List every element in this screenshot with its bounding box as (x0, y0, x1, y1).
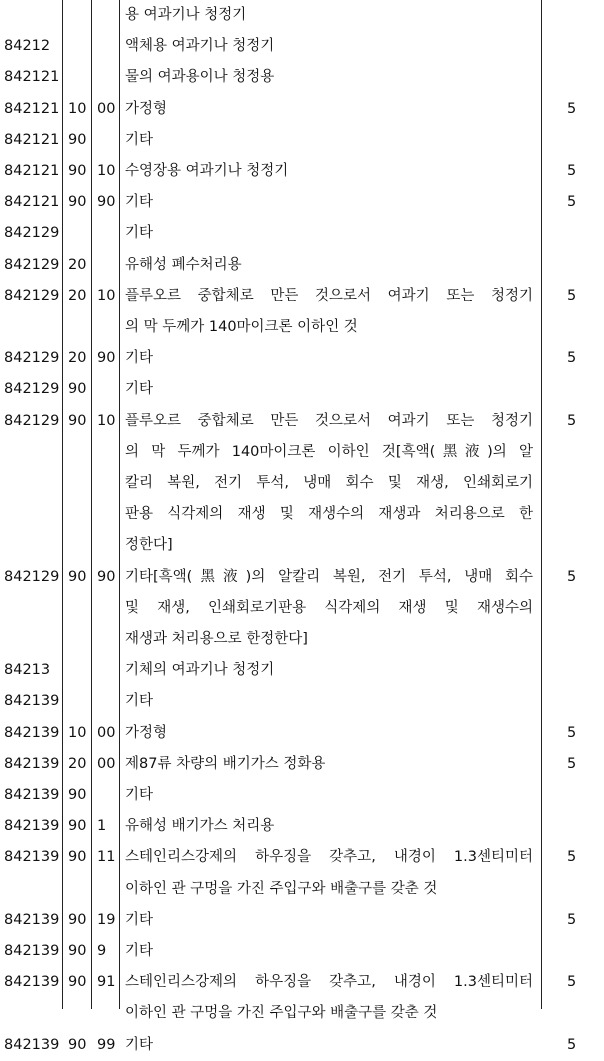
tariff-rate: 5 (567, 755, 577, 772)
description-line: 유해성 배기가스 처리용 (125, 818, 275, 835)
hs-code: 842121 (4, 163, 60, 179)
sub-code-2: 19 (97, 911, 116, 928)
description-line: 스테인리스강제의 하우징을 갖추고, 내경이 1.3센티미터 (125, 849, 533, 866)
table-row (0, 187, 604, 218)
sub-code-2: 90 (97, 568, 116, 585)
hs-code: 84212 (4, 38, 51, 55)
hs-code: 842121 (4, 100, 60, 117)
description-line: 물의 여과용이나 청정용 (125, 69, 275, 86)
table-row (0, 718, 604, 749)
description-line: 기타 (125, 131, 154, 148)
tariff-rate: 5 (567, 287, 577, 304)
hs-code: 842139 (4, 911, 60, 928)
table-row (0, 374, 604, 405)
sub-code-1: 20 (68, 350, 87, 367)
description-line: 재생과 처리용으로 한정한다] (125, 630, 308, 647)
hs-code: 842139 (4, 755, 60, 772)
hs-code: 842121 (4, 131, 60, 148)
sub-code-1: 90 (68, 568, 87, 585)
sub-code-1: 90 (68, 381, 87, 398)
hs-code: 842129 (4, 381, 60, 398)
table-row (0, 406, 604, 562)
description-line: 의 막 두께가 140마이크론 이하인 것[흑액(黑液)의 알 (125, 443, 533, 460)
sub-code-2: 1 (97, 818, 107, 835)
table-row (0, 655, 604, 686)
tariff-rate: 5 (567, 194, 577, 211)
tariff-rate: 5 (567, 911, 577, 928)
description-line: 스테인리스강제의 하우징을 갖추고, 내경이 1.3센티미터 (125, 974, 533, 991)
table-row (0, 125, 604, 156)
description-line: 및 재생, 인쇄회로기판용 식각제의 재생 및 재생수의 (125, 599, 533, 616)
description-line: 제87류 차량의 배기가스 정화용 (125, 755, 326, 772)
sub-code-1: 20 (68, 755, 87, 772)
table-row (0, 749, 604, 780)
sub-code-2: 10 (97, 163, 116, 179)
description-line: 수영장용 여과기나 청정기 (125, 163, 289, 179)
table-row (0, 967, 604, 1029)
tariff-rate: 5 (567, 568, 577, 585)
hs-code: 842139 (4, 849, 60, 866)
hs-code: 84213 (4, 662, 51, 679)
table-row (0, 156, 604, 187)
hs-code: 842129 (4, 568, 60, 585)
hs-code: 842139 (4, 943, 60, 959)
table-row (0, 1030, 604, 1061)
hs-code: 842139 (4, 724, 60, 741)
table-row (0, 936, 604, 967)
sub-code-2: 00 (97, 724, 116, 741)
sub-code-2: 99 (97, 1036, 116, 1053)
hs-code: 842121 (4, 69, 60, 86)
hs-code: 842139 (4, 818, 60, 835)
table-row (0, 562, 604, 656)
sub-code-1: 20 (68, 287, 87, 304)
sub-code-2: 90 (97, 194, 116, 211)
sub-code-2: 10 (97, 412, 116, 429)
sub-code-1: 90 (68, 974, 87, 991)
table-row (0, 281, 604, 343)
table-row (0, 62, 604, 93)
sub-code-1: 20 (68, 256, 87, 273)
table-row (0, 905, 604, 936)
table-row (0, 811, 604, 842)
description-line: 기타 (125, 787, 154, 803)
tariff-rate: 5 (567, 1036, 577, 1053)
description-line: 기타 (125, 381, 154, 398)
sub-code-2: 00 (97, 100, 116, 117)
table-row (0, 218, 604, 249)
description-line: 기타 (125, 1036, 154, 1053)
description-line: 이하인 관 구멍을 가진 주입구와 배출구를 갖춘 것 (125, 1005, 438, 1022)
table-row (0, 94, 604, 125)
description-line: 판용 식각제의 재생 및 재생수의 재생과 처리용으로 한 (125, 506, 533, 523)
tariff-rate: 5 (567, 849, 577, 866)
description-line: 기타 (125, 194, 154, 211)
description-line: 플루오르 중합체로 만든 것으로서 여과기 또는 청정기 (125, 412, 533, 429)
sub-code-1: 90 (68, 787, 87, 803)
description-line: 기타 (125, 911, 154, 928)
tariff-rate: 5 (567, 163, 577, 179)
table-row (0, 250, 604, 281)
description-line: 플루오르 중합체로 만든 것으로서 여과기 또는 청정기 (125, 287, 533, 304)
sub-code-1: 10 (68, 100, 87, 117)
sub-code-2: 10 (97, 287, 116, 304)
table-row (0, 780, 604, 811)
sub-code-1: 90 (68, 194, 87, 211)
tariff-rate: 5 (567, 412, 577, 429)
tariff-rate: 5 (567, 724, 577, 741)
sub-code-2: 91 (97, 974, 116, 991)
hs-code: 842121 (4, 194, 60, 211)
table-row (0, 343, 604, 374)
description-line: 액체용 여과기나 청정기 (125, 38, 275, 55)
hs-code: 842129 (4, 350, 60, 367)
sub-code-1: 10 (68, 724, 87, 741)
description-line: 칼리 복원, 전기 투석, 냉매 회수 및 재생, 인쇄회로기 (125, 474, 533, 491)
description-line: 기타 (125, 225, 154, 242)
sub-code-2: 9 (97, 943, 107, 959)
description-line: 기타[흑액(黑液)의 알칼리 복원, 전기 투석, 냉매 회수 (125, 568, 533, 585)
description-line: 유해성 폐수처리용 (125, 256, 242, 273)
hs-code: 842129 (4, 225, 60, 242)
description-line: 기타 (125, 693, 154, 710)
sub-code-1: 90 (68, 163, 87, 179)
sub-code-1: 90 (68, 412, 87, 429)
sub-code-1: 90 (68, 943, 87, 959)
sub-code-1: 90 (68, 131, 87, 148)
tariff-rate: 5 (567, 974, 577, 991)
sub-code-2: 00 (97, 755, 116, 772)
table-row (0, 31, 604, 62)
hs-code: 842139 (4, 1036, 60, 1053)
hs-code: 842139 (4, 974, 60, 991)
hs-code: 842139 (4, 787, 60, 803)
description-line: 가정형 (125, 724, 168, 741)
description-line: 정한다] (125, 537, 173, 554)
description-line: 기타 (125, 350, 154, 367)
sub-code-1: 90 (68, 1036, 87, 1053)
description-line: 기체의 여과기나 청정기 (125, 662, 275, 679)
sub-code-1: 90 (68, 911, 87, 928)
sub-code-1: 90 (68, 849, 87, 866)
hs-code: 842129 (4, 256, 60, 273)
sub-code-2: 11 (97, 849, 116, 866)
hs-code: 842129 (4, 287, 60, 304)
description-line: 이하인 관 구멍을 가진 주입구와 배출구를 갖춘 것 (125, 880, 438, 897)
table-row (0, 686, 604, 717)
sub-code-2: 90 (97, 350, 116, 367)
hs-code: 842129 (4, 412, 60, 429)
description-line: 기타 (125, 943, 154, 959)
tariff-rate: 5 (567, 100, 577, 117)
table-row (0, 0, 604, 31)
sub-code-1: 90 (68, 818, 87, 835)
tariff-rate: 5 (567, 350, 577, 367)
table-row (0, 842, 604, 904)
description-line: 용 여과기나 청정기 (125, 7, 247, 23)
hs-code: 842139 (4, 693, 60, 710)
description-line: 의 막 두께가 140마이크론 이하인 것 (125, 318, 358, 335)
description-line: 가정형 (125, 100, 168, 117)
